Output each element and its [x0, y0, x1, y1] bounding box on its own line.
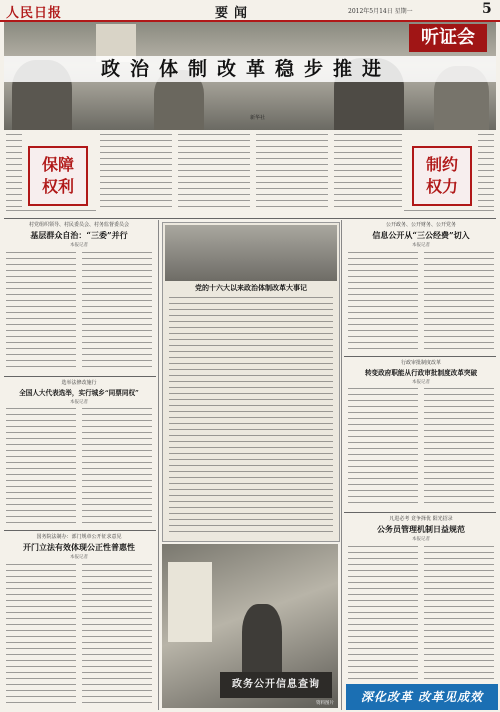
intro-text-column — [178, 134, 250, 210]
article-body — [6, 564, 76, 708]
intro-text-column — [6, 134, 22, 210]
info-query-photo — [162, 544, 338, 708]
intro-text-column — [404, 210, 494, 216]
article-title: 转变政府职能从行政审批制度改革突破 — [364, 369, 478, 377]
chronicle-photo — [165, 225, 337, 281]
hero-photo — [4, 22, 496, 130]
divider — [4, 376, 156, 377]
article-body — [348, 388, 418, 508]
article-byline: 本报记者 — [412, 380, 430, 385]
article-body — [424, 388, 494, 508]
page-number: 5 — [482, 1, 492, 17]
dateline: 2012年5月14日 星期一 — [348, 8, 413, 15]
article-title: 信息公开从“三公经费”切入 — [372, 230, 470, 240]
intro-text-column — [256, 134, 328, 210]
column-divider — [158, 220, 159, 710]
article-byline: 本报记者 — [70, 400, 88, 405]
article-body — [82, 408, 152, 526]
article-body — [348, 546, 418, 680]
photo-person — [242, 604, 282, 674]
article-byline: 本报记者 — [412, 243, 430, 248]
article-kicker: 村党组织领导、村民委员会、村务监督委员会 — [28, 222, 129, 228]
intro-text-column — [478, 134, 494, 210]
article-body — [82, 252, 152, 372]
info-query-sign: 政务公开信息查询 — [220, 672, 332, 698]
intro-text-column — [100, 134, 172, 210]
article-kicker: 凡进必考 竞争择优 阳光招录 — [389, 516, 453, 522]
photo-credit: 资料图片 — [316, 701, 334, 706]
page-headline: 政治体制改革稳步推进 — [100, 58, 391, 80]
intro-text-column — [6, 210, 96, 216]
article-body — [424, 546, 494, 680]
article-kicker: 国务院法制办：部门规章公开征求意见 — [36, 534, 122, 540]
article-title: 基层群众自治：“三委”并行 — [30, 230, 128, 240]
article-byline: 本报记者 — [70, 555, 88, 560]
chronicle-body — [169, 297, 333, 535]
divider — [4, 530, 156, 531]
newspaper-logo: 人民日报 — [6, 6, 63, 21]
tag-protect-rights: 保障 权利 — [28, 146, 88, 206]
article-kicker: 行政审批制度改革 — [400, 360, 441, 366]
hero-photo-credit: 新华社 — [250, 115, 266, 121]
chronicle-box — [162, 222, 340, 542]
article-kicker: 选举法修改施行 — [61, 380, 97, 386]
divider — [4, 218, 496, 219]
article-title: 全国人大代表选举，实行城乡“同票同权” — [19, 389, 139, 397]
article-title: 公务员管理机制日益规范 — [377, 524, 465, 534]
article-body — [82, 564, 152, 708]
poster-board — [168, 562, 212, 642]
divider — [344, 356, 496, 357]
hero-sign-hearing: 听证会 — [409, 24, 487, 52]
article-byline: 本报记者 — [70, 243, 88, 248]
footer-banner: 深化改革 改革见成效 — [346, 684, 498, 710]
article-body — [424, 252, 494, 352]
article-body — [6, 252, 76, 372]
article-byline: 本报记者 — [412, 537, 430, 542]
tag-restrain-power: 制约 权力 — [412, 146, 472, 206]
article-body — [6, 408, 76, 526]
chronicle-title: 党的十六大以来政治体制改革大事记 — [195, 283, 307, 292]
intro-text-column — [334, 134, 402, 210]
column-divider — [341, 220, 342, 710]
section-title: 要闻 — [215, 6, 254, 21]
article-body — [348, 252, 418, 352]
article-title: 开门立法有效体现公正性普惠性 — [23, 542, 135, 552]
article-kicker: 公开政务、公开财务、公开党务 — [385, 222, 456, 228]
divider — [344, 512, 496, 513]
